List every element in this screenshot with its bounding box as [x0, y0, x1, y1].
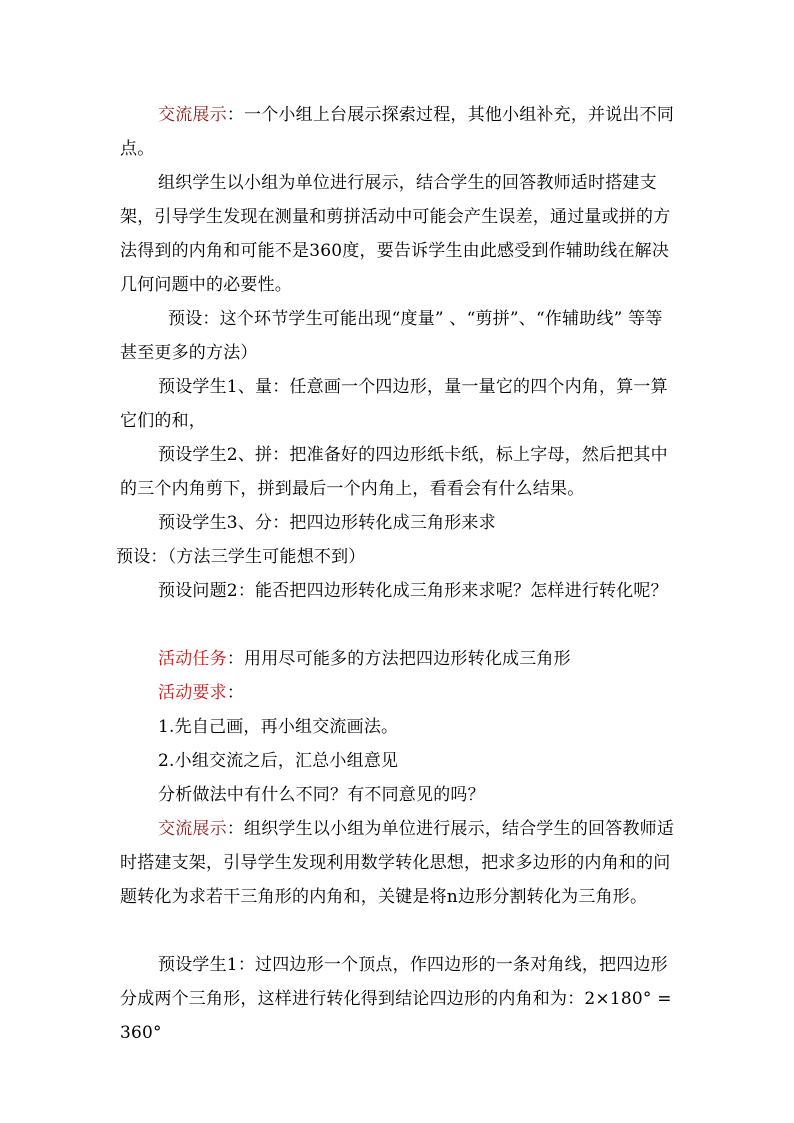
paragraph-step-2: [120, 744, 678, 778]
paragraph-text: 预设学生3、分：把四边形转化成三角形来求: [158, 513, 496, 533]
paragraph-text: 预设问题2：能否把四边形转化成三角形来求呢？怎样进行转化呢？: [158, 581, 668, 601]
label-exchange-display: 交流展示: [158, 819, 227, 839]
paragraph-exchange-display-2: 交流展示：组织学生以小组为单位进行展示，结合学生的回答教师适时搭建支架，引导学生发现利用数学转化思想，把求多边形的内角和的问题转化为求若干三角形的内角和，关键是将n边形分割转化为三角形。: [120, 819, 675, 907]
paragraph-preset: [120, 302, 678, 370]
paragraph-activity-task: 活动任务：用用尽可能多的方法把四边形转化成三角形: [158, 649, 571, 669]
paragraph-text: 分析做法中有什么不同？有不同意见的吗？: [158, 785, 485, 805]
label-exchange-display: 交流展示: [158, 105, 227, 125]
paragraph-text: 组织学生以小组为单位进行展示，结合学生的回答教师适时搭建支架，引导学生发现在测量和剪拼活动中可能会产生误差，通过量或拼的方法得到的内角和可能不是360度，要告诉学生由此感受到作辅助线在解决几何问题中的必要性。: [120, 173, 671, 295]
label-activity-requirement: 活动要求: [158, 683, 227, 703]
paragraph-text: 预设学生2、拼：把准备好的四边形纸卡纸，标上字母，然后把其中的三个内角剪下，拼到最后一个内角上，看看会有什么结果。: [120, 445, 668, 499]
paragraph-step-1: [120, 710, 678, 744]
paragraph-text: 预设：（方法三学生可能想不到）: [116, 547, 366, 567]
paragraph-preset-student-1b: [120, 948, 678, 1050]
paragraph-activity-requirement: 活动要求：: [158, 683, 245, 703]
paragraph-text: 1.先自己画，再小组交流画法。: [158, 717, 399, 737]
paragraph-text: 预设学生1：过四边形一个顶点，作四边形的一条对角线，把四边形分成两个三角形，这样进行转化得到结论四边形的内角和为：2×180° = 360°: [120, 955, 672, 1043]
paragraph-preset-student-2: [120, 438, 678, 506]
paragraph-preset-question-2: [120, 574, 678, 608]
paragraph-text: 一个小组上台展示探索过程，其他小组补充，并说出不同点。: [120, 105, 675, 159]
paragraph-preset-method-3: [116, 540, 674, 574]
paragraph-preset-student-1: [120, 370, 678, 438]
paragraph-exchange-display-1: 交流展示：一个小组上台展示探索过程，其他小组补充，并说出不同点。: [120, 105, 675, 159]
paragraph-organize: [120, 166, 678, 302]
paragraph-analysis: [120, 778, 678, 812]
label-activity-task: 活动任务: [158, 649, 227, 669]
paragraph-text: 组织学生以小组为单位进行展示，结合学生的回答教师适时搭建支架，引导学生发现利用数学转化思想，把求多边形的内角和的问题转化为求若干三角形的内角和，关键是将n边形分割转化为三角形。: [120, 819, 675, 907]
paragraph-preset-student-3: [120, 506, 678, 540]
paragraph-text: 2.小组交流之后，汇总小组意见: [158, 751, 399, 771]
paragraph-text: 预设学生1、量：任意画一个四边形，量一量它的四个内角，算一算它们的和，: [120, 377, 668, 431]
paragraph-text: 用用尽可能多的方法把四边形转化成三角形: [244, 649, 571, 669]
paragraph-text: 预设：这个环节学生可能出现“度量” 、“剪拼”、“作辅助线” 等等甚至更多的方法）: [120, 309, 663, 363]
